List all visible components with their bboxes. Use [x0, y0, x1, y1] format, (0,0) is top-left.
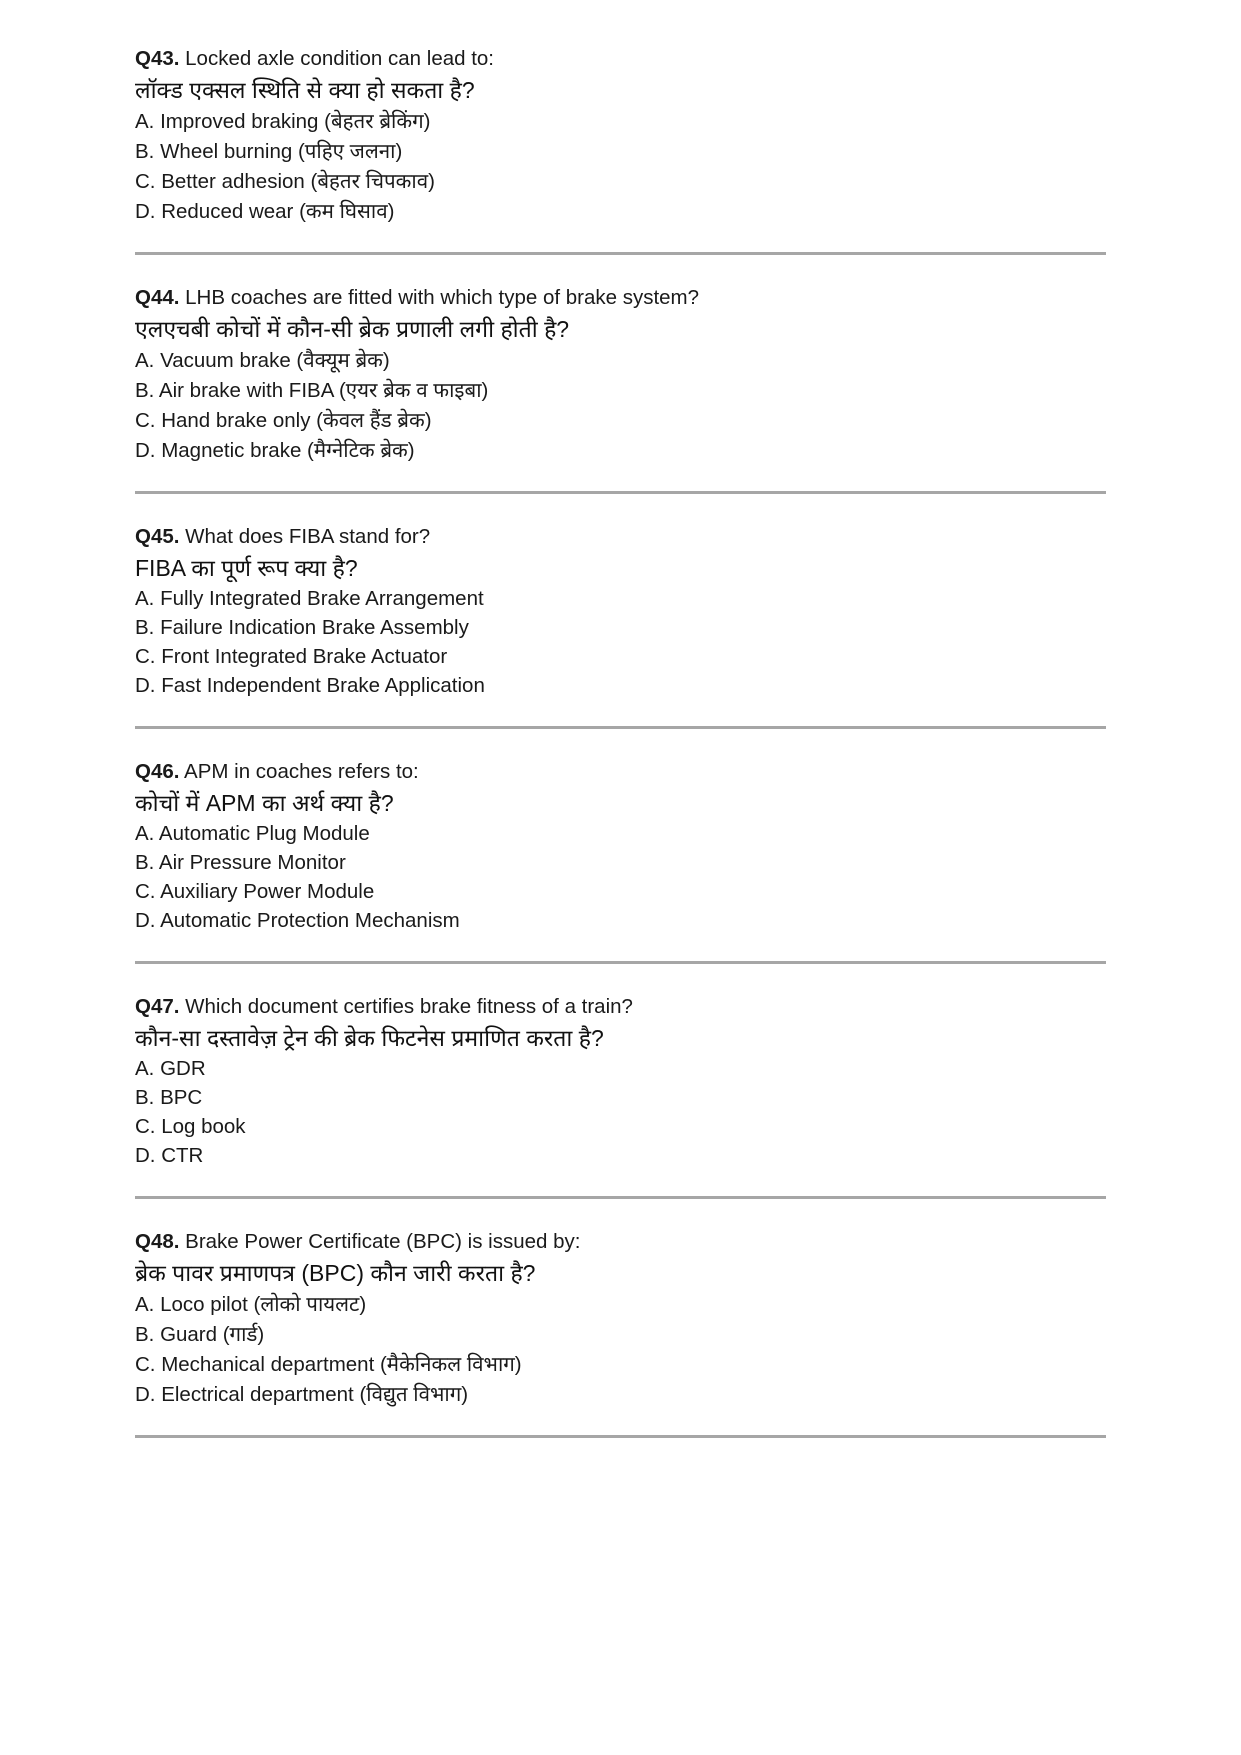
question-text-hi: कोचों में APM का अर्थ क्या है? — [135, 790, 394, 816]
question-block — [135, 992, 1106, 1170]
option-c[interactable]: C. Auxiliary Power Module — [135, 880, 375, 903]
option-d[interactable]: D. Electrical department (विद्युत विभाग) — [135, 1383, 469, 1406]
option-a[interactable]: A. Fully Integrated Brake Arrangement — [135, 587, 484, 610]
question-number: Q44. — [135, 286, 180, 309]
option-b[interactable]: B. Guard (गार्ड) — [135, 1323, 265, 1346]
spacer — [135, 1199, 1106, 1227]
option-b[interactable]: B. Air brake with FIBA (एयर ब्रेक व फाइबा) — [135, 379, 489, 402]
spacer — [135, 226, 1106, 252]
spacer — [135, 935, 1106, 961]
option-d[interactable]: D. Reduced wear (कम घिसाव) — [135, 200, 395, 223]
question-text-hi: लॉक्ड एक्सल स्थिति से क्या हो सकता है? — [135, 77, 475, 103]
option-b[interactable]: B. Air Pressure Monitor — [135, 851, 346, 874]
question-text-hi: कौन-सा दस्तावेज़ ट्रेन की ब्रेक फिटनेस प्रमाणित करता है? — [135, 1025, 604, 1051]
question-heading — [135, 522, 1106, 552]
question-heading — [135, 757, 1106, 787]
question-text-en: APM in coaches refers to: — [184, 760, 419, 783]
question-text-hi: FIBA का पूर्ण रूप क्या है? — [135, 555, 358, 581]
question-number: Q48. — [135, 1230, 180, 1253]
option-a[interactable]: A. Automatic Plug Module — [135, 822, 370, 845]
question-number: Q45. — [135, 525, 180, 548]
spacer — [135, 700, 1106, 726]
option-c[interactable]: C. Log book — [135, 1115, 246, 1138]
option-c[interactable]: C. Mechanical department (मैकेनिकल विभाग) — [135, 1353, 522, 1376]
question-heading — [135, 44, 1106, 74]
option-b[interactable]: B. Wheel burning (पहिए जलना) — [135, 140, 403, 163]
option-a[interactable]: A. Improved braking (बेहतर ब्रेकिंग) — [135, 110, 431, 133]
question-block — [135, 1227, 1106, 1409]
spacer — [135, 465, 1106, 491]
option-a[interactable]: A. GDR — [135, 1057, 206, 1080]
question-block — [135, 283, 1106, 465]
question-heading — [135, 283, 1106, 313]
option-d[interactable]: D. Automatic Protection Mechanism — [135, 909, 460, 932]
spacer — [135, 964, 1106, 992]
option-d[interactable]: D. Magnetic brake (मैग्नेटिक ब्रेक) — [135, 439, 415, 462]
option-d[interactable]: D. CTR — [135, 1144, 204, 1167]
question-text-en: LHB coaches are fitted with which type of brake system? — [185, 286, 700, 309]
option-d[interactable]: D. Fast Independent Brake Application — [135, 674, 485, 697]
question-block — [135, 757, 1106, 935]
spacer — [135, 1409, 1106, 1435]
spacer — [135, 1170, 1106, 1196]
option-c[interactable]: C. Front Integrated Brake Actuator — [135, 645, 448, 668]
question-text-hi: ब्रेक पावर प्रमाणपत्र (BPC) कौन जारी करता है? — [135, 1260, 536, 1286]
spacer — [135, 729, 1106, 757]
question-heading — [135, 992, 1106, 1022]
question-text-en: Brake Power Certificate (BPC) is issued by: — [185, 1230, 581, 1253]
question-text-en: Which document certifies brake fitness of a train? — [185, 995, 633, 1018]
option-b[interactable]: B. BPC — [135, 1086, 203, 1109]
option-b[interactable]: B. Failure Indication Brake Assembly — [135, 616, 469, 639]
option-a[interactable]: A. Loco pilot (लोको पायलट) — [135, 1293, 367, 1316]
spacer — [135, 494, 1106, 522]
option-c[interactable]: C. Hand brake only (केवल हैंड ब्रेक) — [135, 409, 432, 432]
question-number: Q46. — [135, 760, 180, 783]
section-divider — [135, 1435, 1106, 1438]
question-number: Q47. — [135, 995, 180, 1018]
question-block — [135, 44, 1106, 226]
question-heading — [135, 1227, 1106, 1257]
option-c[interactable]: C. Better adhesion (बेहतर चिपकाव) — [135, 170, 435, 193]
spacer — [135, 255, 1106, 283]
question-block — [135, 522, 1106, 700]
question-text-en: What does FIBA stand for? — [185, 525, 431, 548]
question-text-en: Locked axle condition can lead to: — [185, 47, 495, 70]
option-a[interactable]: A. Vacuum brake (वैक्यूम ब्रेक) — [135, 349, 390, 372]
question-number: Q43. — [135, 47, 180, 70]
question-text-hi: एलएचबी कोचों में कौन-सी ब्रेक प्रणाली लगी होती है? — [135, 316, 570, 342]
